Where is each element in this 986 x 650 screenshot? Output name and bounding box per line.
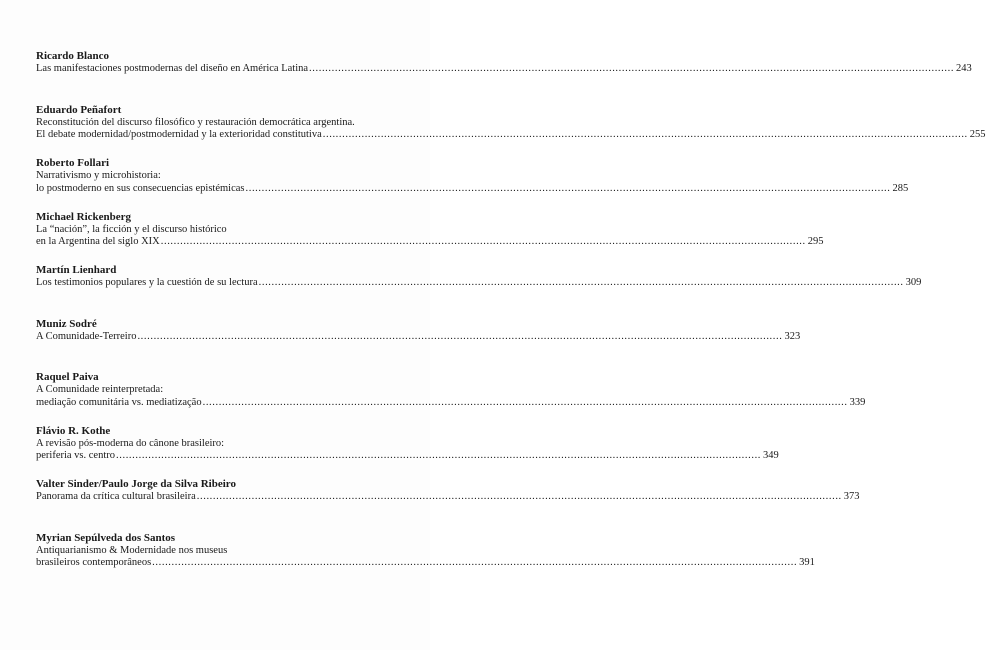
entry-title-line	[36, 491, 860, 504]
entry-author: Michael Rickenberg	[36, 210, 132, 223]
entry-page-number: 309	[905, 277, 922, 288]
dot-leader: ........................................................................................................................................................................................................	[160, 236, 806, 247]
entry-title: El debate modernidad/postmodernidad y la exterioridad constitutiva	[36, 129, 322, 140]
entry-title: Narrativismo y microhistoria:	[36, 170, 161, 181]
dot-leader: ........................................................................................................................................................................................................	[258, 277, 904, 288]
entry-title: lo postmoderno en sus consecuencias epistémicas	[36, 182, 245, 194]
toc-entry	[36, 50, 972, 76]
entry-title: en la Argentina del siglo XIX	[36, 236, 160, 247]
entry-title: A Comunidade-Terreiro	[36, 330, 137, 342]
dot-leader: ........................................................................................................................................................................................................	[196, 491, 842, 502]
toc-entry	[36, 264, 922, 290]
entry-title-line	[36, 396, 866, 410]
entry-title-line	[36, 63, 972, 76]
dot-leader: ........................................................................................................................................................................................................	[245, 182, 891, 194]
entry-title-line	[36, 277, 922, 290]
entry-title: A revisão pós-moderna do cânone brasileiro:	[36, 437, 225, 449]
entry-title-line	[36, 182, 909, 196]
entry-page-number: 285	[892, 182, 909, 194]
entry-page-number: 243	[956, 63, 972, 74]
entry-page-number: 391	[799, 557, 815, 568]
entry-title-line	[36, 129, 986, 142]
dot-leader: ........................................................................................................................................................................................................	[309, 63, 955, 74]
entry-author: Raquel Paiva	[36, 371, 99, 383]
entry-title-line	[36, 330, 801, 344]
entry-title: Las manifestaciones postmodernas del diseño en América Latina	[36, 63, 309, 74]
toc-entry	[36, 424, 779, 463]
entry-title: Reconstitución del discurso filosófico y restauración democrática argentina.	[36, 116, 355, 128]
dot-leader: ........................................................................................................................................................................................................	[152, 557, 798, 568]
entry-title: Los testimonios populares y la cuestión de su lectura	[36, 277, 258, 288]
dot-leader: ........................................................................................................................................................................................................	[202, 396, 848, 408]
entry-author: Muniz Sodré	[36, 317, 97, 330]
entry-title: Panorama da crítica cultural brasileira	[36, 491, 196, 502]
entry-page-number: 295	[807, 236, 824, 247]
toc-entry	[36, 478, 860, 504]
entry-author: Flávio R. Kothe	[36, 424, 111, 437]
entry-title: La “nación”, la ficción y el discurso histórico	[36, 223, 227, 235]
entry-title: mediação comunitária vs. mediatização	[36, 396, 202, 408]
entry-author: Martín Lienhard	[36, 264, 117, 276]
dot-leader: ........................................................................................................................................................................................................	[322, 129, 968, 140]
entry-title: brasileiros contemporâneos	[36, 557, 152, 568]
toc-entry	[36, 157, 909, 195]
dot-leader: ........................................................................................................................................................................................................	[137, 330, 783, 342]
entry-title-line	[36, 557, 815, 570]
entry-author: Valter Sinder/Paulo Jorge da Silva Ribeiro	[36, 478, 236, 490]
entry-page-number: 323	[784, 330, 801, 342]
toc-entry	[36, 210, 824, 249]
entry-author: Myrian Sepúlveda dos Santos	[36, 531, 176, 544]
toc-entry	[36, 531, 815, 570]
entry-page-number: 255	[969, 129, 986, 140]
dot-leader: ........................................................................................................................................................................................................	[116, 450, 762, 461]
entry-title-line	[36, 450, 779, 463]
toc-entry	[36, 371, 866, 409]
entry-title: Antiquarianismo & Modernidade nos museus	[36, 544, 228, 556]
toc-entry	[36, 103, 986, 142]
entry-title: periferia vs. centro	[36, 450, 116, 461]
entry-author: Ricardo Blanco	[36, 50, 110, 62]
entry-title: A Comunidade reinterpretada:	[36, 384, 164, 395]
entry-author: Eduardo Peñafort	[36, 103, 122, 116]
entry-page-number: 373	[843, 491, 860, 502]
entry-title-line	[36, 236, 824, 249]
entry-page-number: 339	[849, 396, 866, 408]
entry-author: Roberto Follari	[36, 157, 110, 169]
entry-page-number: 349	[763, 450, 779, 461]
toc-entry	[36, 317, 801, 344]
